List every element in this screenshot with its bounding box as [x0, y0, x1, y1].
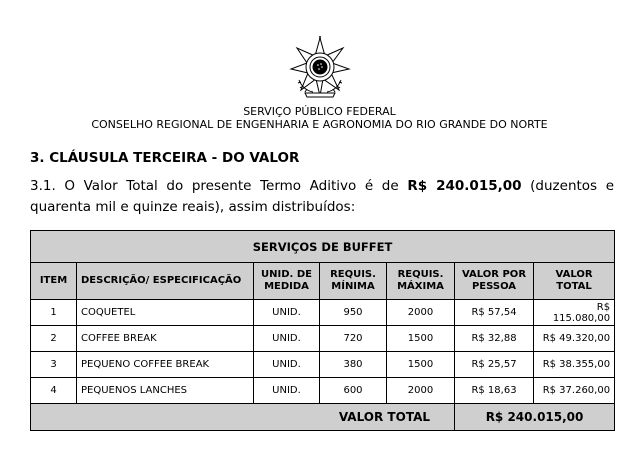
cell-min: 720 — [320, 326, 387, 352]
cell-description: PEQUENO COFFEE BREAK — [77, 352, 254, 378]
header-line-2: CONSELHO REGIONAL DE ENGENHARIA E AGRONOMIA DO RIO GRANDE DO NORTE — [91, 118, 548, 131]
cell-max: 1500 — [387, 326, 455, 352]
section-title: 3. CLÁUSULA TERCEIRA - DO VALOR — [30, 150, 300, 166]
column-header-unit: UNID. DE MEDIDA — [254, 263, 320, 300]
header-line-1: SERVIÇO PÚBLICO FEDERAL — [243, 105, 396, 118]
cell-min: 380 — [320, 352, 387, 378]
cell-total: R$ 49.320,00 — [534, 326, 615, 352]
cell-unit: UNID. — [254, 378, 320, 404]
table-title: SERVIÇOS DE BUFFET — [31, 231, 615, 263]
table-row — [31, 326, 615, 352]
column-header-item: ITEM — [31, 263, 77, 300]
cell-min: 600 — [320, 378, 387, 404]
paragraph-prefix: 3.1. O Valor Total do presente Termo Aditivo é de — [30, 178, 399, 194]
cell-price: R$ 57,54 — [455, 300, 534, 326]
cell-description: COFFEE BREAK — [77, 326, 254, 352]
paragraph-suffix: (duzentos e quarenta mil e quinze reais), assim distribuídos: — [30, 178, 615, 215]
column-header-price-per-person: VALOR POR PESSOA — [455, 263, 534, 300]
total-value: R$ 240.015,00 — [455, 404, 615, 431]
table-title-row — [31, 231, 615, 263]
cell-max: 2000 — [387, 378, 455, 404]
cell-min: 950 — [320, 300, 387, 326]
cell-price: R$ 18,63 — [455, 378, 534, 404]
cell-description: PEQUENOS LANCHES — [77, 378, 254, 404]
column-header-min: REQUIS. MÍNIMA — [320, 263, 387, 300]
cell-max: 1500 — [387, 352, 455, 378]
total-row — [31, 404, 615, 431]
column-header-max: REQUIS. MÁXIMA — [387, 263, 455, 300]
cell-description: COQUETEL — [77, 300, 254, 326]
cell-price: R$ 32,88 — [455, 326, 534, 352]
cell-item: 1 — [31, 300, 77, 326]
paragraph-amount: R$ 240.015,00 — [407, 178, 522, 194]
table-row — [31, 378, 615, 404]
cell-price: R$ 25,57 — [455, 352, 534, 378]
cell-item: 4 — [31, 378, 77, 404]
cell-total: R$ 38.355,00 — [534, 352, 615, 378]
cell-unit: UNID. — [254, 300, 320, 326]
total-label: VALOR TOTAL — [31, 404, 455, 431]
column-header-description: DESCRIÇÃO/ ESPECIFICAÇÃO — [77, 263, 254, 300]
cell-item: 2 — [31, 326, 77, 352]
cell-unit: UNID. — [254, 326, 320, 352]
column-header-total: VALOR TOTAL — [534, 263, 615, 300]
coat-of-arms-icon — [289, 36, 351, 98]
table-header-row — [31, 263, 615, 300]
value-paragraph — [30, 176, 614, 218]
cell-total: R$ 37.260,00 — [534, 378, 615, 404]
cell-total: R$ 115.080,00 — [534, 300, 615, 326]
cell-max: 2000 — [387, 300, 455, 326]
cell-unit: UNID. — [254, 352, 320, 378]
buffet-services-table — [30, 230, 615, 431]
cell-item: 3 — [31, 352, 77, 378]
table-row — [31, 352, 615, 378]
table-row — [31, 300, 615, 326]
